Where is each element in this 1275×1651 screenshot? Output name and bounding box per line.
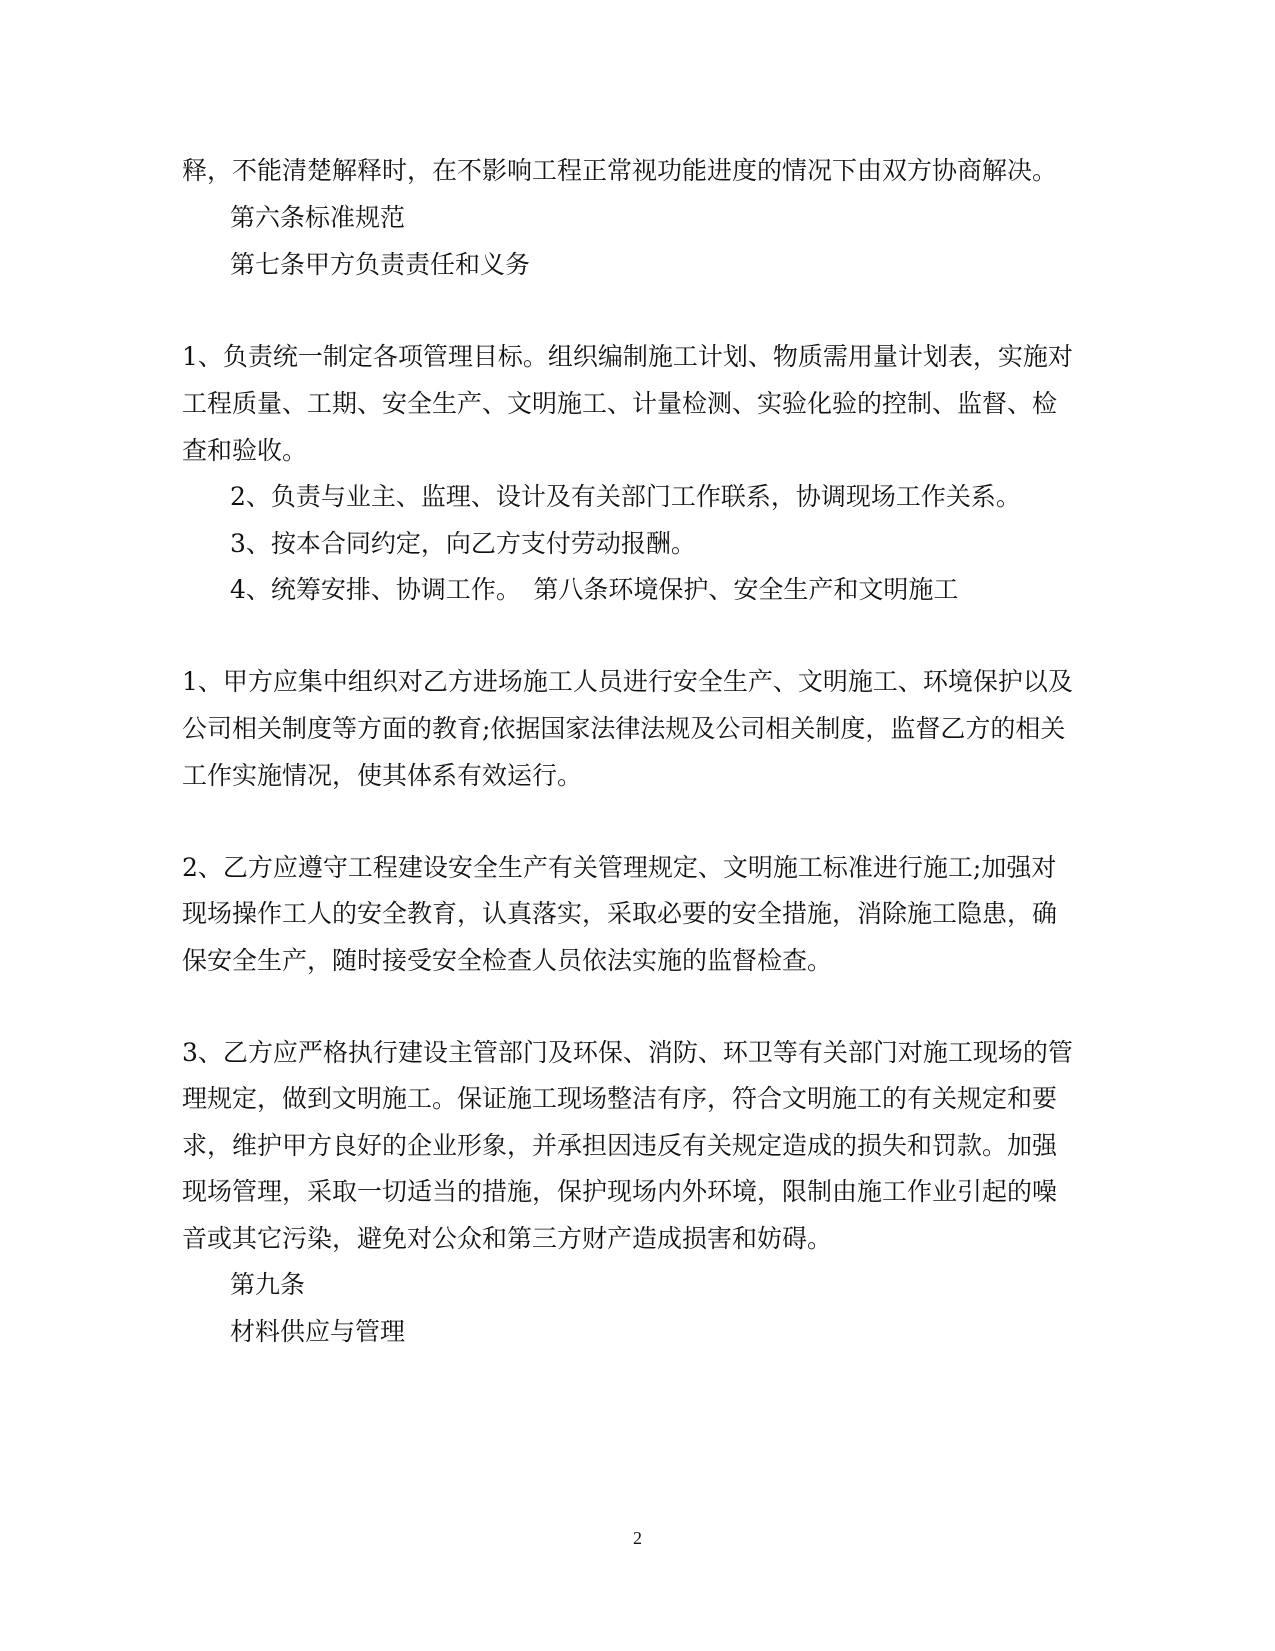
text-line: 工作实施情况，使其体系有效运行。	[182, 761, 583, 790]
text-line: 求，维护甲方良好的企业形象，并承担因违反有关规定造成的损失和罚款。加强	[182, 1131, 1058, 1160]
text-line: 现场管理，采取一切适当的措施，保护现场内外环境，限制由施工作业引起的噪	[182, 1177, 1058, 1206]
text-line: 2、乙方应遵守工程建设安全生产有关管理规定、文明施工标准进行施工;加强对	[182, 853, 1057, 882]
text-line: 3、按本合同约定，向乙方支付劳动报酬。	[230, 529, 696, 558]
text-line: 工程质量、工期、安全生产、文明施工、计量检测、实验化验的控制、监督、检	[182, 389, 1058, 418]
text-line: 保安全生产，随时接受安全检查人员依法实施的监督检查。	[182, 946, 833, 975]
section-heading: 第六条标准规范	[230, 203, 406, 232]
page-number: 2	[633, 1528, 642, 1548]
section-heading: 第七条甲方负责责任和义务	[230, 250, 531, 279]
text-line: 音或其它污染，避免对公众和第三方财产造成损害和妨碍。	[182, 1224, 833, 1253]
text-line: 3、乙方应严格执行建设主管部门及环保、消防、环卫等有关部门对施工现场的管	[182, 1038, 1073, 1067]
text-line: 1、甲方应集中组织对乙方进场施工人员进行安全生产、文明施工、环境保护以及	[182, 667, 1073, 696]
text-line: 释，不能清楚解释时，在不影响工程正常视功能进度的情况下由双方协商解决。	[182, 156, 1058, 185]
text-line: 理规定，做到文明施工。保证施工现场整洁有序，符合文明施工的有关规定和要	[182, 1084, 1058, 1113]
text-line: 4、统筹安排、协调工作。 第八条环境保护、安全生产和文明施工	[230, 575, 959, 604]
text-line: 1、负责统一制定各项管理目标。组织编制施工计划、物质需用量计划表，实施对	[182, 342, 1073, 371]
text-line: 2、负责与业主、监理、设计及有关部门工作联系，协调现场工作关系。	[230, 482, 1021, 511]
text-line: 公司相关制度等方面的教育;依据国家法律法规及公司相关制度，监督乙方的相关	[182, 714, 1066, 743]
section-heading: 材料供应与管理	[230, 1317, 406, 1346]
text-line: 查和验收。	[182, 436, 308, 465]
text-line: 现场操作工人的安全教育，认真落实，采取必要的安全措施，消除施工隐患，确	[182, 899, 1058, 928]
section-heading: 第九条	[230, 1270, 306, 1299]
